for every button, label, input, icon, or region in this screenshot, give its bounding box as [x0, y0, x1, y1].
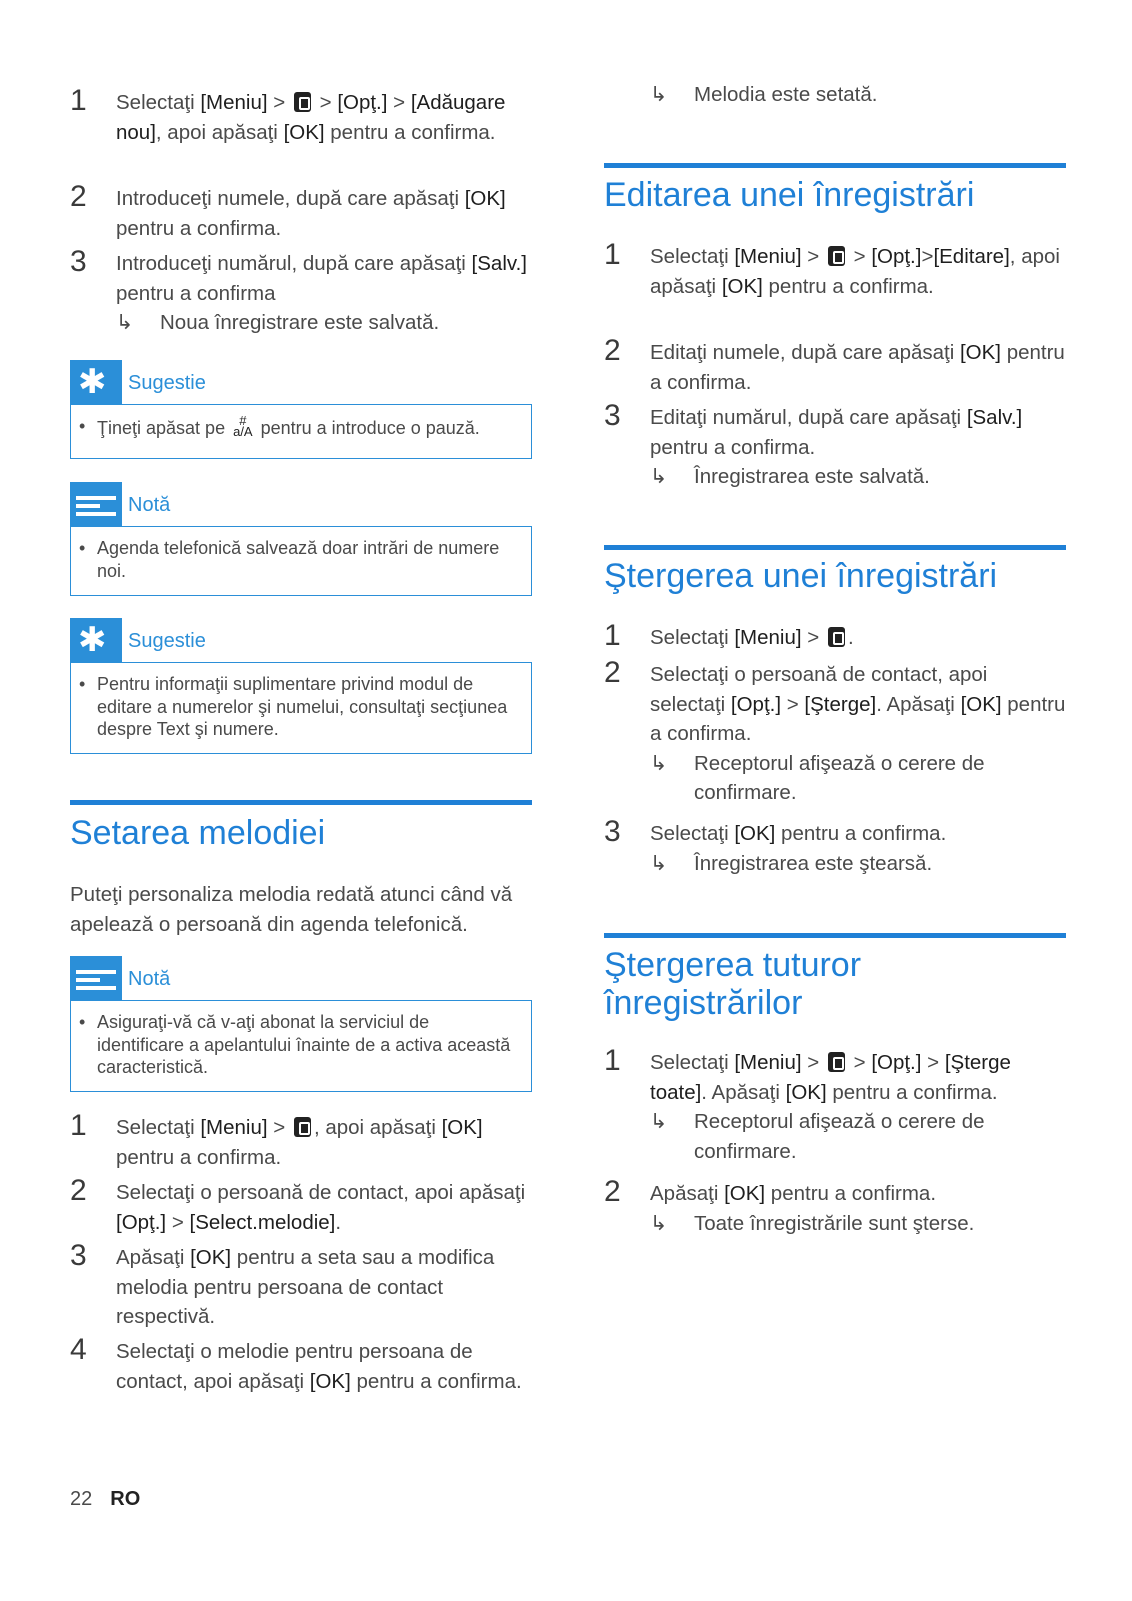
step-text: Selectaţi [Meniu] > . [650, 626, 854, 649]
edit-step-3 [604, 399, 1066, 492]
result-arrow-icon: ↳ [650, 751, 668, 775]
note-text: Asiguraţi-vă că v-aţi abonat la serviciul de identificare a apelantului înainte de a activa această caracteristică. [97, 1012, 511, 1077]
step-text: Selectaţi [Meniu] > , apoi apăsaţi [OK] pentru a confirma. [116, 1116, 483, 1169]
phonebook-icon [828, 246, 845, 266]
step-text: Introduceţi numele, după care apăsaţi [OK] pentru a confirma. [116, 187, 506, 240]
note-icon [70, 956, 122, 1000]
step-number: 3 [70, 1239, 87, 1272]
step-text: Selectaţi o melodie pentru persoana de contact, apoi apăsaţi [OK] pentru a confirma. [116, 1340, 522, 1393]
tip-label: Sugestie [128, 372, 206, 394]
delete-step-3 [604, 815, 1066, 878]
result-arrow-icon: ↳ [650, 851, 668, 875]
tip-label: Sugestie [128, 630, 206, 652]
phonebook-icon [294, 1117, 311, 1137]
melody-result: ↳ Melodia este setată. [650, 80, 877, 110]
melody-step-1 [70, 1109, 532, 1172]
step-text: Introduceţi numărul, după care apăsaţi [Salv.] pentru a confirma [116, 252, 527, 305]
step-result: ↳ Înregistrarea este ştearsă. [650, 849, 1066, 879]
tip-icon [70, 360, 122, 404]
bullet: • [79, 538, 86, 558]
step-text: Selectaţi [Meniu] > > [Opţ.]>[Editare], apoi apăsaţi [OK] pentru a confirma. [650, 245, 1060, 298]
page-footer [70, 1488, 140, 1511]
step-number: 1 [604, 619, 621, 652]
delete-step-2 [604, 656, 1066, 808]
note-box-1 [70, 482, 532, 596]
page-number: 22 [70, 1488, 93, 1510]
step-number: 2 [604, 334, 621, 367]
result-arrow-icon: ↳ [650, 83, 668, 106]
language-code: RO [110, 1488, 141, 1510]
section-title-edit: Editarea unei înregistrări [604, 176, 975, 214]
step-number: 2 [604, 656, 621, 689]
step-number: 2 [70, 180, 87, 213]
step-number: 1 [70, 84, 87, 117]
result-arrow-icon: ↳ [650, 1211, 668, 1235]
edit-step-2 [604, 334, 1066, 397]
section-rule [604, 545, 1066, 550]
melody-intro: Puteţi personaliza melodia redată atunci când vă apelează o persoană din agenda telefonică. [70, 883, 513, 936]
note-icon [70, 482, 122, 526]
note-label: Notă [128, 494, 171, 516]
step-number: 3 [70, 245, 87, 278]
delete-step-1 [604, 619, 1066, 653]
phonebook-icon [294, 92, 311, 112]
tip-text: Pentru informaţii suplimentare privind modul de editare a numerelor şi numelui, consultaţi secţiunea despre Text şi numere. [97, 674, 508, 739]
delete-all-step-2 [604, 1175, 1066, 1238]
edit-step-1 [604, 238, 1066, 301]
bullet: • [79, 416, 86, 436]
tip-icon [70, 618, 122, 662]
bullet: • [79, 674, 86, 694]
step-number: 1 [604, 1044, 621, 1077]
add-step-1 [70, 84, 532, 147]
result-arrow-icon: ↳ [116, 311, 134, 334]
section-rule [604, 933, 1066, 938]
add-step-2 [70, 180, 532, 243]
step-result: ↳ Toate înregistrările sunt şterse. [650, 1209, 1066, 1239]
step-result: ↳ Noua înregistrare este salvată. [116, 308, 532, 338]
step-number: 4 [70, 1333, 87, 1366]
bullet: • [79, 1012, 86, 1032]
step-number: 3 [604, 815, 621, 848]
note-label: Notă [128, 968, 171, 990]
section-rule [604, 163, 1066, 168]
add-step-3 [70, 245, 532, 338]
melody-step-2 [70, 1174, 532, 1237]
phonebook-icon [828, 627, 845, 647]
step-text: Selectaţi o persoană de contact, apoi selectaţi [Opţ.] > [Şterge]. Apăsaţi [OK] pentru a confirma. [650, 663, 1066, 745]
step-text: Editaţi numele, după care apăsaţi [OK] pentru a confirma. [650, 341, 1065, 394]
note-box-2 [70, 956, 532, 1092]
step-text: Selectaţi [Meniu] > > [Opţ.] > [Şterge toate]. Apăsaţi [OK] pentru a confirma. [650, 1051, 1011, 1104]
step-number: 2 [604, 1175, 621, 1208]
note-text: Agenda telefonică salvează doar intrări de numere noi. [97, 538, 500, 581]
step-text: Apăsaţi [OK] pentru a confirma. [650, 1182, 937, 1205]
delete-all-step-1 [604, 1044, 1066, 1166]
step-number: 3 [604, 399, 621, 432]
step-result: ↳ Receptorul afişează o cerere de confirmare. [650, 1107, 1066, 1166]
section-title-delete-all: Ştergerea tuturor înregistrărilor [604, 946, 862, 1022]
step-result: ↳ Receptorul afişează o cerere de confirmare. [650, 749, 1066, 808]
step-number: 1 [604, 238, 621, 271]
section-rule [70, 800, 532, 805]
tip-box-1: ✱ Sugestie • Ţineţi apăsat pe # a/A pentru a introduce o pauză. [70, 360, 532, 459]
result-arrow-icon: ↳ [650, 465, 668, 488]
step-number: 1 [70, 1109, 87, 1142]
melody-step-4 [70, 1333, 532, 1396]
hash-key-icon: # a/A [233, 413, 253, 439]
section-title-delete-one: Ştergerea unei înregistrări [604, 557, 998, 595]
step-text: Selectaţi o persoană de contact, apoi apăsaţi [Opţ.] > [Select.melodie]. [116, 1181, 526, 1234]
step-text: Selectaţi [OK] pentru a confirma. [650, 822, 947, 845]
melody-step-3 [70, 1239, 532, 1332]
tip-box-2 [70, 618, 532, 754]
result-arrow-icon: ↳ [650, 1110, 668, 1133]
phonebook-icon [828, 1052, 845, 1072]
step-text: Apăsaţi [OK] pentru a seta sau a modifica melodia pentru persoana de contact respectivă. [116, 1246, 495, 1328]
step-number: 2 [70, 1174, 87, 1207]
step-text: Editaţi numărul, după care apăsaţi [Salv.] pentru a confirma. [650, 406, 1023, 459]
step-text: Selectaţi [Meniu] > > [Opţ.] > [Adăugare nou], apoi apăsaţi [OK] pentru a confirma. [116, 91, 506, 144]
section-title-melody: Setarea melodiei [70, 814, 326, 852]
step-result: ↳ Înregistrarea este salvată. [650, 462, 1066, 492]
